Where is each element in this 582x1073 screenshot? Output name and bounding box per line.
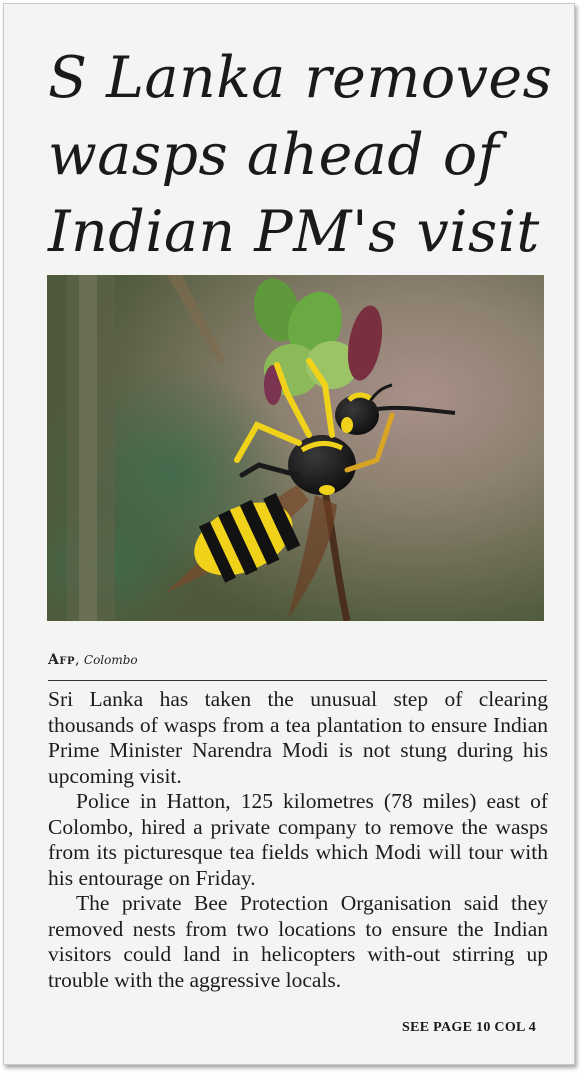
wasp-photo	[47, 275, 544, 621]
byline-location: Colombo	[83, 653, 138, 667]
byline-rule	[48, 680, 547, 681]
article-body	[48, 687, 548, 993]
byline-agency: Afp	[48, 652, 75, 668]
headline	[48, 40, 558, 271]
byline-separator: ,	[74, 652, 84, 668]
continuation-note: SEE PAGE 10 COL 4	[402, 1020, 536, 1035]
newspaper-clipping	[3, 3, 575, 1065]
byline	[48, 652, 138, 668]
headline-line-2: wasps ahead of	[48, 122, 500, 188]
paragraph-3: The private Bee Protection Organisation said they removed nests from two locations to ensure the Indian visitors could land in helicopters with-out stirring up trouble with the aggressive locals.	[48, 891, 548, 992]
paragraph-1: Sri Lanka has taken the unusual step of clearing thousands of wasps from a tea plantation to ensure Indian Prime Minister Narendra Modi is not stung during his upcoming visit.	[48, 687, 548, 788]
headline-line-1: S Lanka removes	[48, 45, 553, 111]
paragraph-2: Police in Hatton, 125 kilometres (78 miles) east of Colombo, hired a private company to remove the wasps from its picturesque tea fields which Modi will tour with his entourage on Friday.	[48, 789, 548, 890]
headline-line-3: Indian PM's visit	[48, 199, 540, 265]
wasp-illustration	[47, 275, 544, 621]
